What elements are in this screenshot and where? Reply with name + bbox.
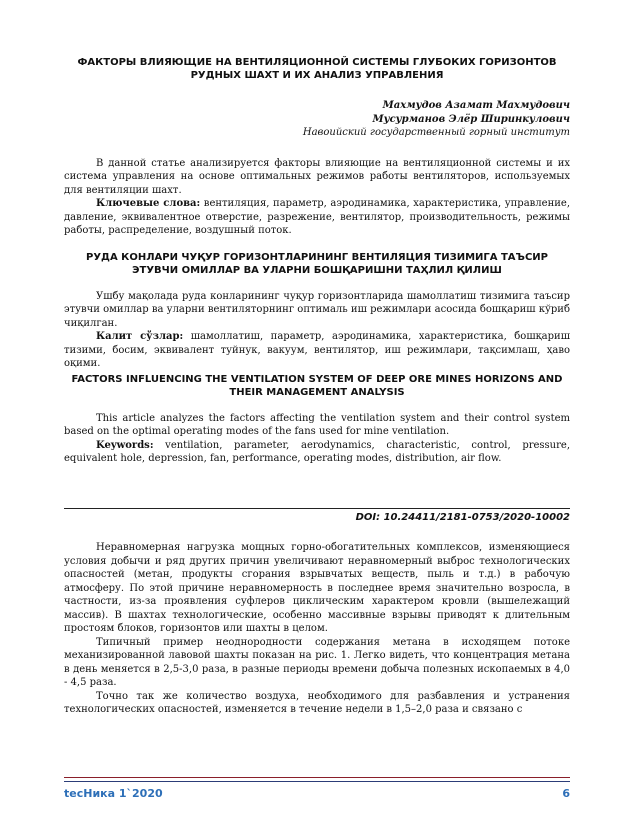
title-ru: ФАКТОРЫ ВЛИЯЮЩИЕ НА ВЕНТИЛЯЦИОННОЙ СИСТЕМЫ ГЛУБОКИХ ГОРИЗОНТОВ РУДНЫХ ШАХТ И ИХ АНАЛИЗ УПРАВЛЕНИЯ [77, 57, 557, 81]
keywords-uz [64, 330, 570, 371]
keywords-en-label: Keywords: [96, 439, 154, 451]
title-en: FACTORS INFLUENCING THE VENTILATION SYSTEM OF DEEP ORE MINES HORIZONS AND THEIR MANAGEMENT ANALYSIS [71, 373, 563, 398]
footer-journal: tecHика 1`2020 [64, 787, 163, 800]
abstract-en [64, 412, 570, 466]
abstract-ru [64, 157, 570, 238]
body-paragraph-2: Типичный пример неоднородности содержания метана в исходящем потоке механизированной лавовой шахты показан на рис. 1. Легко видеть, что концентрация метана в день меняется в 2,5-3,0 раза, в разные периоды времени добыча полезных ископаемых в 4,0 - 4,5 раза. [64, 636, 570, 688]
keywords-en [64, 439, 570, 466]
title-uz: РУДА КОНЛАРИ ЧУҚУР ГОРИЗОНТЛАРИНИНГ ВЕНТИЛЯЦИЯ ТИЗИМИГА ТАЪСИР ЭТУВЧИ ОМИЛЛАР ВА УЛАРНИ БОШҚАРИШНИ ТАҲЛИЛ ҚИЛИШ [86, 251, 548, 276]
body-text [64, 541, 570, 717]
body-paragraph-3: Точно так же количество воздуха, необходимого для разбавления и устранения технологических опасностей, изменяется в течение недели в 1,5–2,0 раза и связано с [64, 690, 570, 715]
footer-page-number: 6 [562, 787, 570, 800]
keywords-ru [64, 197, 570, 238]
abstract-uz-text: Ушбу мақолада руда конларининг чуқур горизонтларида шамоллатиш тизимига таъсир этувчи омиллар ва уларни вентиляторнинг оптималь иш режимлари асосида бошқариш кўриб чиқилган. [64, 290, 570, 329]
abstract-uz [64, 290, 570, 371]
abstract-en-text: This article analyzes the factors affecting the ventilation system and their control system based on the optimal operating modes of the fans used for mine ventilation. [64, 412, 570, 437]
keywords-ru-label: Ключевые слова: [96, 198, 201, 209]
doi-divider [64, 508, 570, 509]
keywords-ru-text: вентиляция, параметр, аэродинамика, характеристика, управление, давление, эквивалентное отверстие, разрежение, вентилятор, производительность, режимы работы, распределение, воздушный поток. [64, 198, 570, 236]
footer-rule-red [64, 777, 570, 778]
body-paragraph-1: Неравномерная нагрузка мощных горно-обогатительных комплексов, изменяющиеся условия добычи и ряд других причин увеличивают неравномерный выброс технологических опасностей (метан, продукты сгорания взрывчатых веществ, пыль и т.д.) в рабочую атмосферу. По этой причине неравномерность в последнее время значительно возросла, в частности, из-за проявления суфлеров циклическим характером кровли (вышележащий массив). В шахтах технологические, особенно массивные взрывы приводят к длительным простоям блоков, горизонтов или шахты в целом. [64, 542, 570, 634]
abstract-ru-text: В данной статье анализируется факторы влияющие на вентиляционной системы и их система управления на основе оптимальных режимов работы вентиляторов, используемых для вентиляции шахт. [64, 157, 570, 196]
affiliation: Навоийский государственный горный институт [302, 127, 570, 138]
keywords-uz-label: Калит сўзлар: [96, 331, 184, 342]
keywords-uz-text: шамоллатиш, параметр, аэродинамика, характеристика, бошқариш тизими, босим, эквивалент туйнук, вакуум, вентилятор, иш режимлари, тақсимлаш, ҳаво оқими. [64, 331, 571, 369]
footer-rule-blue [64, 781, 570, 782]
doi: DOI: 10.24411/2181-0753/2020-10002 [355, 512, 570, 523]
author-2: Мусурманов Элёр Ширинкулович [372, 113, 570, 125]
front-matter [64, 56, 570, 466]
keywords-en-text: ventilation, parameter, aerodynamics, characteristic, control, pressure, equivalent hole, depression, fan, performance, operating modes, distribution, air flow. [64, 439, 570, 464]
authors-block [64, 99, 570, 140]
author-1: Махмудов Азамат Махмудович [382, 100, 570, 111]
